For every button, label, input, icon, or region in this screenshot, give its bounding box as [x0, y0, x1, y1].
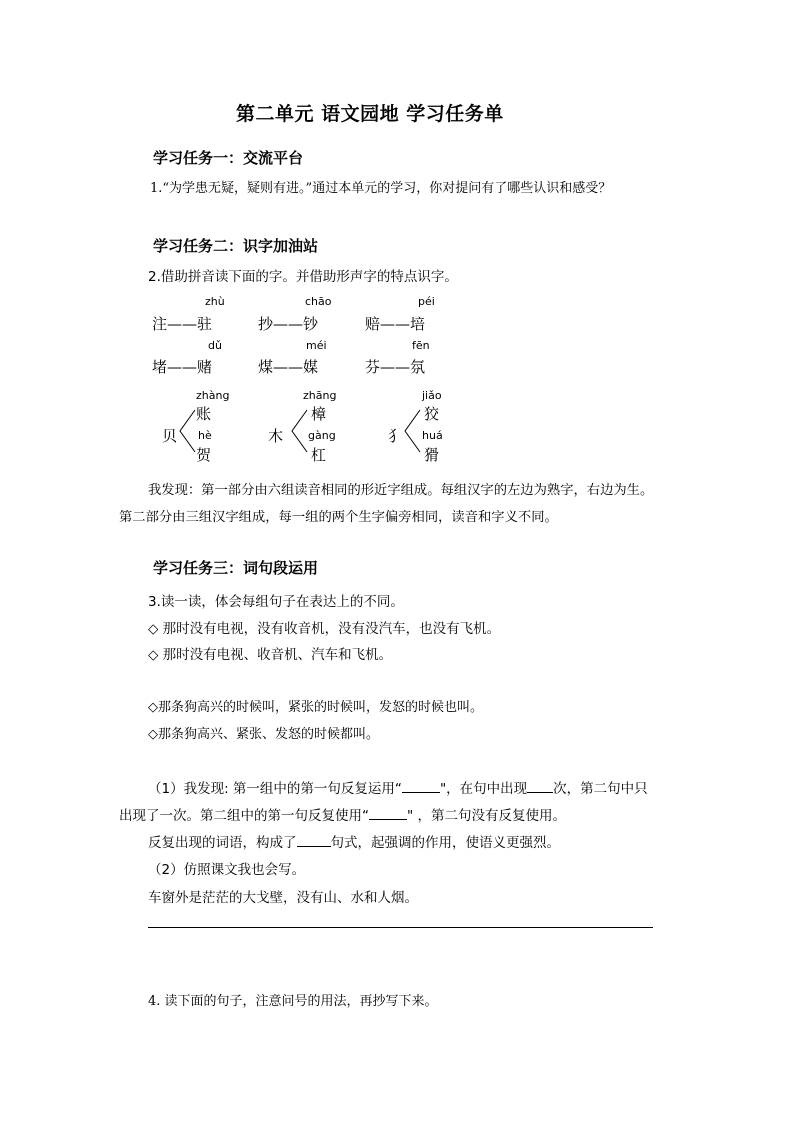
finding-text: 出现了一次。第二组中的第一句反复使用“ — [119, 808, 369, 824]
pinyin-label: gàng — [308, 429, 336, 442]
finding-line — [148, 831, 560, 851]
task1-heading: 学习任务一：交流平台 — [153, 149, 304, 167]
radical-char: 木 — [268, 427, 284, 445]
pinyin-label: dǔ — [208, 339, 222, 352]
dash: —— — [167, 315, 198, 333]
char-pair — [152, 356, 212, 377]
task1-question: 1.“为学患无疑，疑则有进。”通过本单元的学习，你对提问有了哪些认识和感受？ — [150, 181, 612, 196]
char-pair — [258, 356, 318, 377]
fill-blank[interactable] — [369, 818, 407, 820]
task3-question: 3.读一读，体会每组句子在表达上的不同。 — [148, 594, 404, 610]
new-char: 氛 — [410, 358, 426, 376]
finding-line — [148, 777, 648, 797]
pinyin-label: huá — [422, 429, 443, 442]
fill-blank[interactable] — [402, 791, 440, 793]
known-char: 堵 — [152, 358, 168, 376]
known-char: 煤 — [258, 358, 274, 376]
pinyin-label: zhàng — [196, 389, 230, 402]
subtask-label: （2）仿照课文我也会写。 — [148, 862, 306, 878]
new-char: 驻 — [197, 315, 213, 333]
example-sentence: 车窗外是茫茫的大戈壁，没有山、水和人烟。 — [148, 890, 418, 906]
new-char: 钞 — [303, 315, 319, 333]
bracket-icon — [402, 408, 422, 454]
pinyin-label: jiǎo — [422, 389, 442, 402]
radical-char: 贝 — [162, 427, 178, 445]
new-char: 培 — [410, 315, 426, 333]
group-char: 樟 — [311, 405, 327, 423]
pinyin-label: méi — [306, 339, 327, 352]
task3-heading: 学习任务三：词句段运用 — [153, 559, 319, 577]
task2-question: 2.借助拼音读下面的字。并借助形声字的特点识字。 — [148, 269, 458, 285]
known-char: 赔 — [365, 315, 381, 333]
pinyin-label: zhāng — [303, 389, 337, 402]
fill-blank[interactable] — [297, 845, 331, 847]
char-pair — [365, 313, 425, 334]
finding-text: 第二部分由三组汉字组成，每一组的两个生字偏旁相同，读音和字义不同。 — [119, 510, 558, 525]
finding-line — [119, 804, 566, 824]
finding-text: （1）我发现: 第一组中的第一句反复运用“ — [148, 781, 402, 797]
pinyin-label: fēn — [412, 339, 430, 352]
dash: —— — [273, 358, 304, 376]
new-char: 赌 — [197, 358, 213, 376]
group-char: 猾 — [424, 446, 440, 464]
pinyin-label: hè — [198, 429, 212, 442]
char-pair — [258, 313, 318, 334]
known-char: 注 — [152, 315, 168, 333]
pinyin-label: zhù — [205, 295, 225, 308]
group-char: 账 — [196, 405, 212, 423]
writing-line[interactable] — [148, 927, 653, 928]
fill-blank[interactable] — [527, 791, 553, 793]
finding-text: " ，第二句没有反复使用。 — [407, 808, 567, 824]
sentence: ◇那条狗高兴、紧张、发怒的时候都叫。 — [148, 727, 379, 742]
finding-text: 句式，起强调的作用，使语义更强烈。 — [330, 835, 560, 851]
task2-heading: 学习任务二：识字加油站 — [153, 237, 319, 255]
pinyin-label: péi — [418, 295, 435, 308]
bracket-icon — [289, 408, 309, 454]
sentence: ◇ 那时没有电视，没有收音机，没有没汽车，也没有飞机。 — [148, 621, 501, 637]
finding-text: 我发现：第一部分由六组读音相同的形近字组成。每组汉字的左边为熟字，右边为生。 — [148, 483, 654, 498]
char-pair — [152, 313, 212, 334]
dash: —— — [380, 315, 411, 333]
finding-text: 反复出现的词语，构成了 — [148, 835, 297, 851]
known-char: 抄 — [258, 315, 274, 333]
bracket-icon — [177, 408, 197, 454]
group-char: 杠 — [311, 446, 327, 464]
known-char: 芬 — [365, 358, 381, 376]
task4-question: 4. 读下面的句子，注意问号的用法，再抄写下来。 — [148, 994, 438, 1009]
group-char: 狡 — [424, 405, 440, 423]
dash: —— — [167, 358, 198, 376]
finding-text: 次，第二句中只 — [553, 781, 648, 797]
char-pair — [365, 356, 425, 377]
page-title: 第二单元 语文园地 学习任务单 — [236, 103, 504, 125]
dash: —— — [380, 358, 411, 376]
sentence: ◇那条狗高兴的时候叫，紧张的时候叫，发怒的时候也叫。 — [148, 700, 483, 715]
pinyin-label: chāo — [305, 295, 332, 308]
dash: —— — [273, 315, 304, 333]
group-char: 贺 — [196, 446, 212, 464]
sentence: ◇ 那时没有电视、收音机、汽车和飞机。 — [148, 647, 393, 663]
new-char: 媒 — [303, 358, 319, 376]
radical-char: 犭 — [388, 427, 404, 445]
finding-text: "，在句中出现 — [439, 781, 528, 797]
